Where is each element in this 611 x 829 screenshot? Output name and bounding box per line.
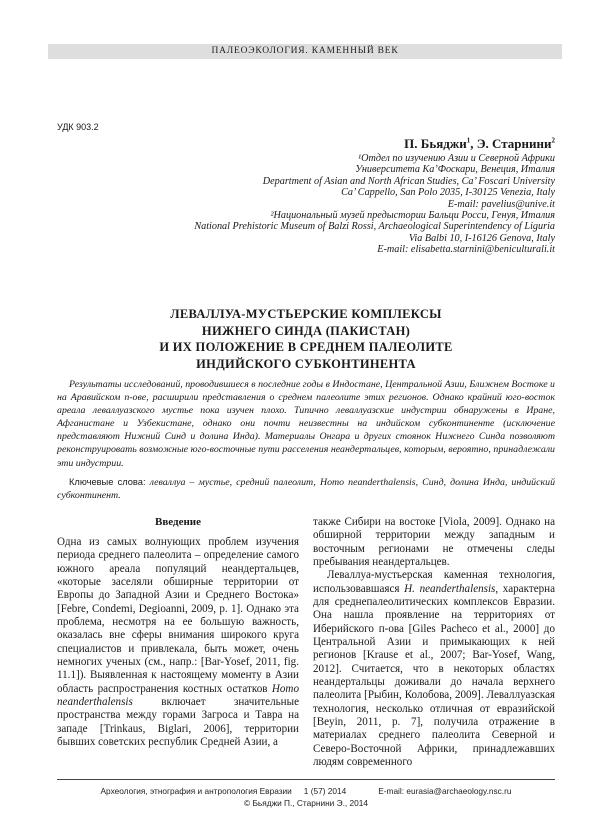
journal-issue: 1 (57) 2014 xyxy=(303,786,347,797)
title-line: ЛЕВАЛЛУА-МУСТЬЕРСКИЕ КОМПЛЕКСЫ xyxy=(170,307,442,321)
footer-copyright: © Бьяджи П., Старнини Э., 2014 xyxy=(244,798,368,809)
keywords-text: леваллуа – мустье, средний палеолит, Homo neanderthalensis, Синд, долина Инда, индийский субконтинент. xyxy=(57,476,556,501)
right-column xyxy=(313,516,555,770)
abstract: Результаты исследований, проводившиеся в последние годы в Индостане, Центральной Азии, Ближнем Востоке и на Аравийском п-ове, расширили представления о среднем палеолите этих регионов. Однако крайний юго-восток ареала леваллуазского мустье пока изучен плохо. Типично леваллуазские индустрии обнаружены в Иране, Афганистане и Узбекистане, однако они почти неизвестны на индийском субконтиненте (исключение представляют Нижний Синд и долина Инда). Материалы Онгара и других стоянок Нижнего Синда позволяют реконструировать возможные юго-восточные пути расселения неандертальцев, которым, вероятно, принадлежали эти индустрии. xyxy=(57,379,555,469)
keywords-label: Ключевые слова: xyxy=(69,476,146,487)
journal-email: E-mail: eurasia@archaeology.nsc.ru xyxy=(378,786,512,797)
species-name: H. neanderthalensis xyxy=(404,582,496,595)
affiliation-line: ¹Отдел по изучению Азии и Северной Африки xyxy=(358,153,555,164)
author-1: П. Бьяджи xyxy=(404,136,467,151)
affiliation-line: ²Национальный музей предыстории Бальци Росси, Генуя, Италия xyxy=(270,210,555,222)
paragraph xyxy=(57,536,299,750)
affiliation-line: Ca’ Cappello, San Polo 2035, I-30125 Venezia, Italy xyxy=(341,187,555,199)
affiliation-line: Via Balbi 10, I-16126 Genova, Italy xyxy=(408,232,555,244)
title-line: ИНДИЙСКОГО СУБКОНТИНЕНТА xyxy=(196,356,416,371)
affiliation-email: E-mail: pavelius@unive.it xyxy=(447,198,555,210)
affiliation-line: National Prehistoric Museum of Balzi Rossi, Archaeological Superintendency of Liguria xyxy=(194,221,555,233)
title-line: НИЖНЕГО СИНДА (ПАКИСТАН) xyxy=(201,323,411,338)
paragraph-text: , характерна для среднепалеолитических комплексов Евразии. Она нашла проявление на территориях от Иберийского п-ова [Giles Pacheco et al., 2000] до Центральной Азии и примыкающих к ней регионов [Krause et al., 2007; Bar-Yosef, Wang, 2012]. Считается, что в некоторых областях неандертальцы доживали до начала верхнего палеолита [Рыбин, Колобова, 2009]. Леваллуазская технология, несколько отличная от евразийской [Beyin, 2011, p. 7], получила отражение в материалах среднего палеолита Северной и Северо-Восточной Африки, принадлежавших людям современного xyxy=(313,582,556,769)
title-line: И ИХ ПОЛОЖЕНИЕ В СРЕДНЕМ ПАЛЕОЛИТЕ xyxy=(159,340,453,354)
paragraph-text: Одна из самых волнующих проблем изучения периода среднего палеолита – определение самого южного ареала популяций неандертальцев, «которые заселяли обширные территории от Европы до Западной Азии и Среднего Востока» [Febre, Condemi, Degioanni, 2009, p. 1]. Однако эта проблема, несмотря на ее большую важность, оказалась вне сферы внимания широкого круга специалистов и привлекала, быть может, очень немногих ученых (см., напр.: [Bar-Yosef, 2011, fig. 11.1]). Выявленная к настоящему моменту в Азии область распространения костных остатков xyxy=(57,535,299,695)
udk-code: УДК 903.2 xyxy=(57,122,99,132)
authors xyxy=(404,136,555,152)
paragraph-text: Леваллуа-мустьерская каменная технология, использовавшаяся xyxy=(313,569,555,595)
footer-journal-line xyxy=(57,785,555,797)
author-1-ref: 1 xyxy=(466,136,471,145)
affiliation-line: Department of Asian and North African Studies, Ca’ Foscari University xyxy=(262,175,555,187)
affiliations xyxy=(194,153,555,256)
section-header: ПАЛЕОЭКОЛОГИЯ. КАМЕННЫЙ ВЕК xyxy=(48,44,562,59)
article-title xyxy=(57,306,555,372)
footer-divider xyxy=(57,779,555,780)
paragraph xyxy=(313,569,555,769)
affiliation-line: Университета Ка’Фоскари, Венеция, Италия xyxy=(355,164,555,176)
article-body xyxy=(57,306,555,829)
author-2: Э. Старнини xyxy=(476,136,552,151)
journal-name: Археология, этнография и антропология Евразии xyxy=(100,786,292,797)
section-heading-intro: Введение xyxy=(154,515,202,528)
left-column xyxy=(57,516,299,750)
authors-separator: , xyxy=(470,136,477,151)
author-2-ref: 2 xyxy=(551,136,555,145)
body-columns xyxy=(57,516,555,770)
species-name: Homo neanderthalensis xyxy=(57,682,299,708)
keywords xyxy=(57,476,555,502)
paragraph-text: включает значительные пространства между горами Загроса и Тавра на западе [Trinkaus, Biglari, 2006], территории бывших советских республик Средней Азии, а xyxy=(57,695,299,748)
affiliation-email: E-mail: elisabetta.starnini@beniculturali.it xyxy=(377,244,555,256)
paragraph: также Сибири на востоке [Viola, 2009]. Однако на обширной территории между западным и восточным регионами не отмечены следы пребывания неандертальцев. xyxy=(313,515,555,568)
